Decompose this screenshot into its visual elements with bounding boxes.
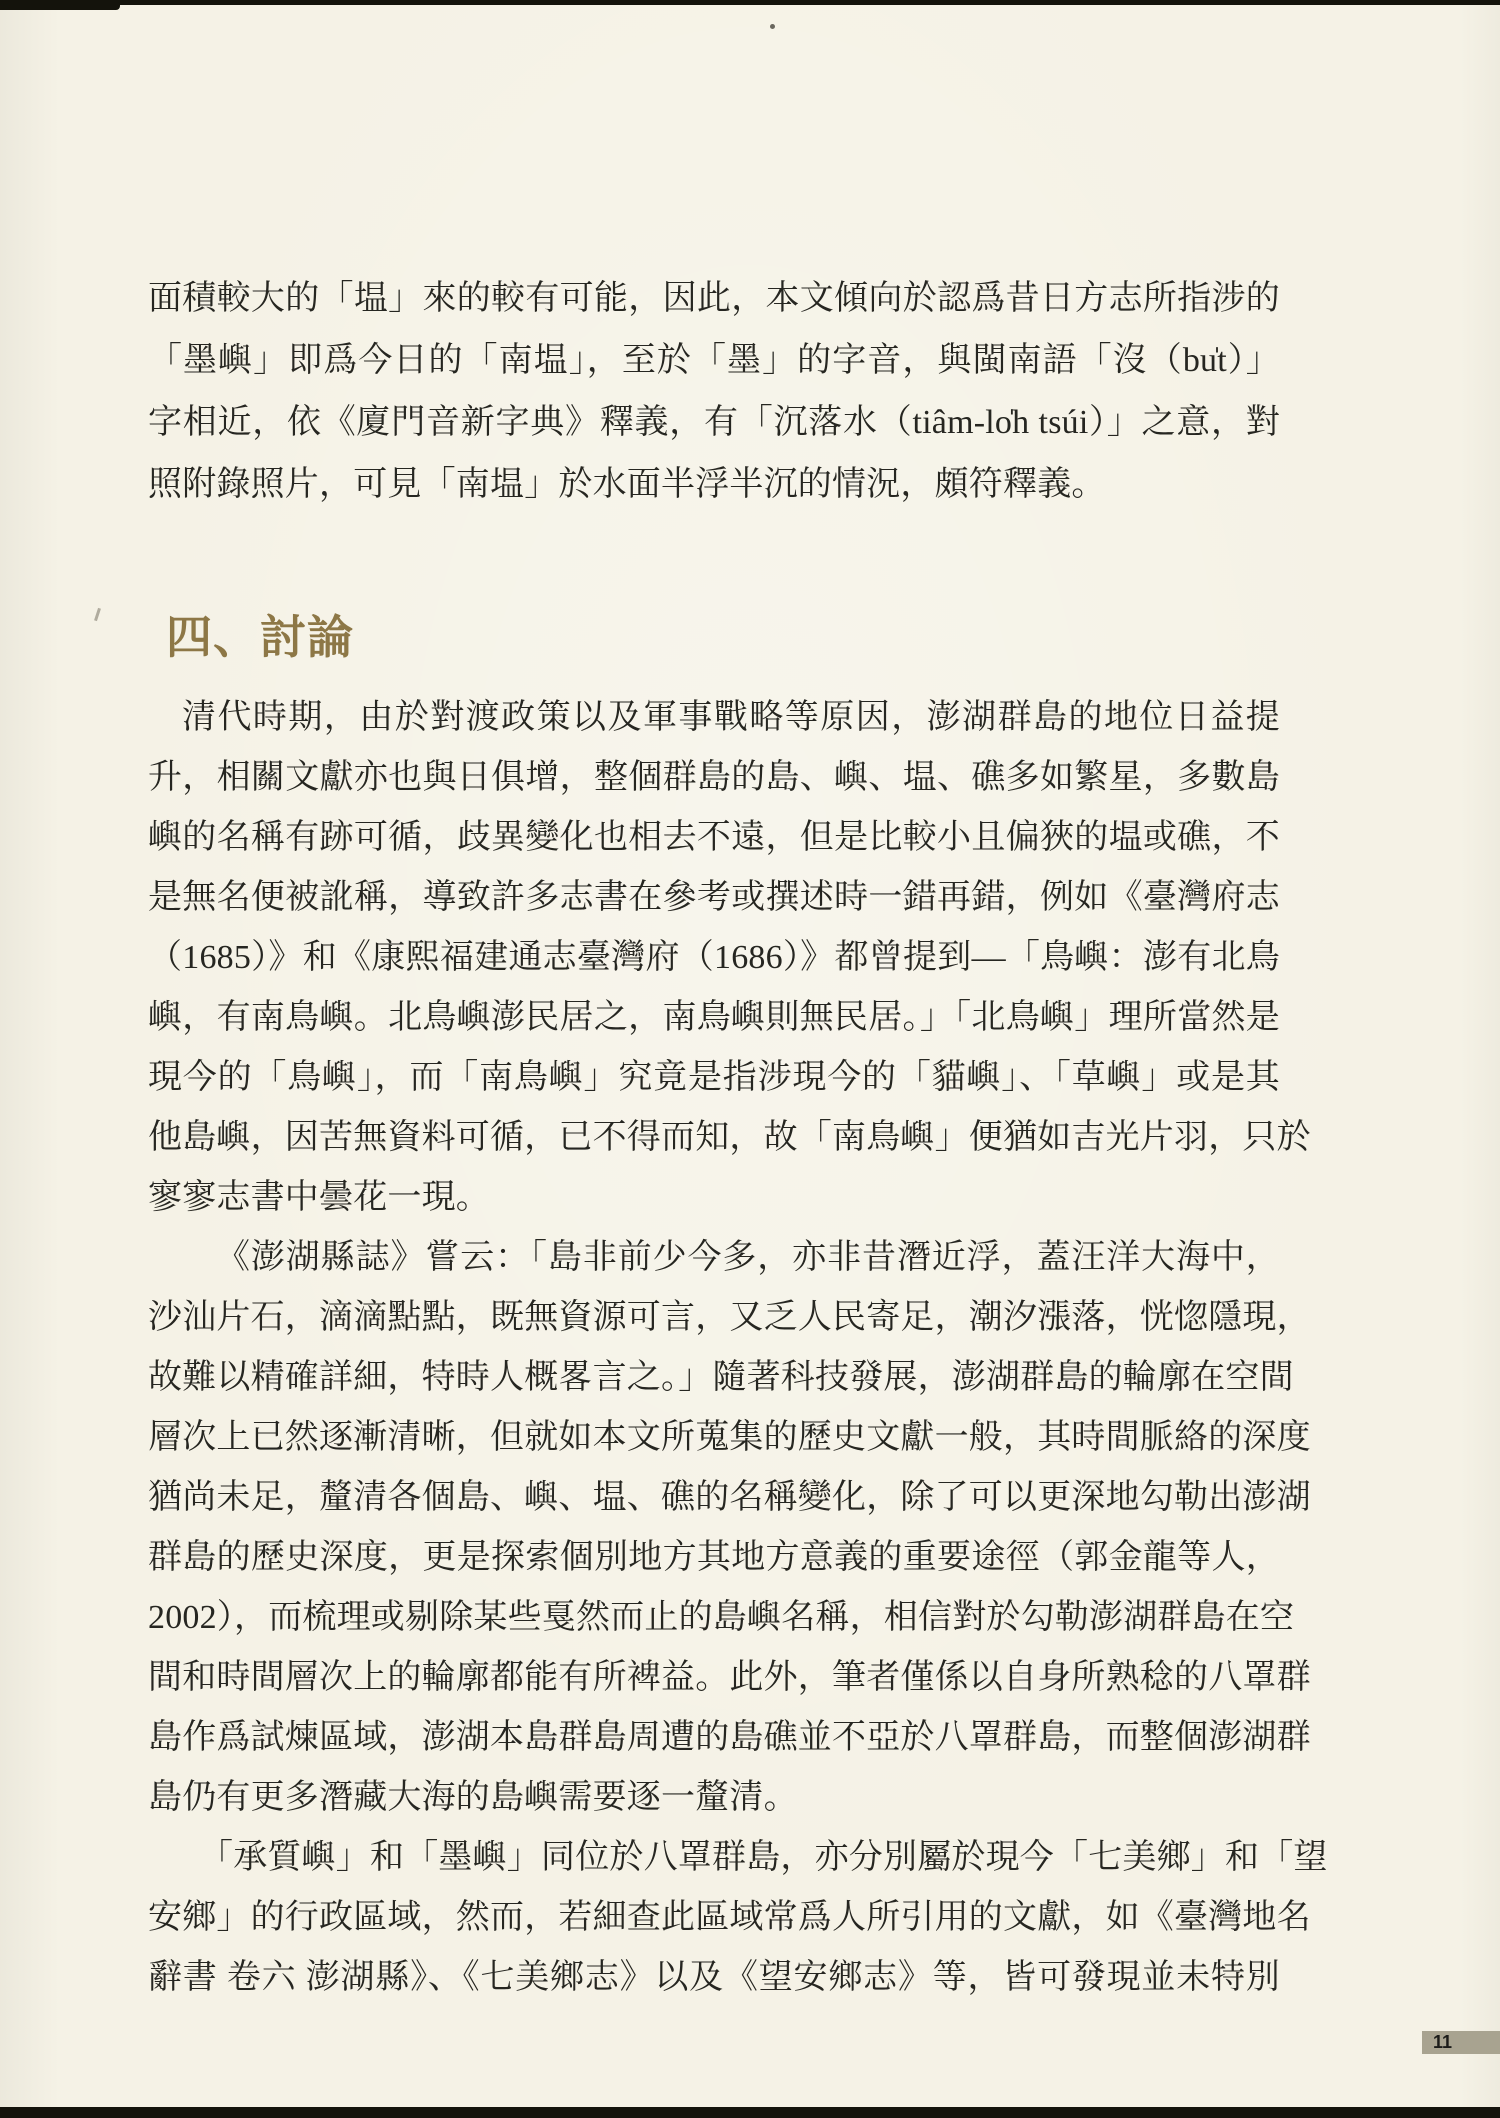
text-line: 升，相關文獻亦也與日俱增，整個群島的島、嶼、塭、礁多如繁星，多數島 (148, 759, 1280, 796)
scan-edge-bottom (0, 2107, 1500, 2118)
text-line: 《澎湖縣誌》嘗云：「島非前少今多，亦非昔潛近浮，蓋汪洋大海中， (216, 1239, 1280, 1276)
text-line: 面積較大的「塭」來的較有可能，因此，本文傾向於認爲昔日方志所指涉的 (148, 280, 1280, 317)
scan-speck (94, 608, 101, 621)
page-number-badge (1422, 2031, 1500, 2054)
scan-edge-top-left (0, 0, 120, 10)
text-line: 他島嶼，因苦無資料可循，已不得而知，故「南鳥嶼」便猶如吉光片羽，只於 (148, 1119, 1311, 1156)
text-line: 島作爲試煉區域，澎湖本島群島周遭的島礁並不亞於八罩群島，而整個澎湖群 (148, 1719, 1311, 1756)
scan-edge-top (0, 0, 1500, 5)
text-line: 照附錄照片，可見「南塭」於水面半浮半沉的情況，頗符釋義。 (148, 466, 1106, 503)
scan-speck (770, 24, 775, 29)
text-line: 嶼，有南鳥嶼。北鳥嶼澎民居之，南鳥嶼則無民居。」「北鳥嶼」理所當然是 (148, 999, 1280, 1036)
text-line: 嶼的名稱有跡可循，歧異變化也相去不遠，但是比較小且偏狹的塭或礁，不 (148, 819, 1280, 856)
text-line: 沙汕片石，滴滴點點，既無資源可言，又乏人民寄足，潮汐漲落，恍惚隱現， (148, 1299, 1311, 1336)
text-line: 清代時期，由於對渡政策以及軍事戰略等原因，澎湖群島的地位日益提 (182, 699, 1280, 736)
text-line: 安鄉」的行政區域，然而，若細查此區域常爲人所引用的文獻，如《臺灣地名 (148, 1899, 1311, 1936)
text-line: 層次上已然逐漸清晰，但就如本文所蒐集的歷史文獻一般，其時間脈絡的深度 (148, 1419, 1311, 1456)
text-line: 辭書 卷六 澎湖縣》、《七美鄉志》以及《望安鄉志》等，皆可發現並未特別 (148, 1959, 1280, 1996)
text-line: 故難以精確詳細，特時人概畧言之。」隨著科技發展，澎湖群島的輪廓在空間 (148, 1359, 1294, 1396)
text-line: 是無名便被訛稱，導致許多志書在參考或撰述時一錯再錯，例如《臺灣府志 (148, 879, 1280, 916)
text-line: 島仍有更多潛藏大海的島嶼需要逐一釐清。 (148, 1779, 798, 1816)
text-line: 「承質嶼」和「墨嶼」同位於八罩群島，亦分別屬於現今「七美鄉」和「望 (199, 1839, 1328, 1876)
page-number: 11 (1433, 2032, 1453, 2052)
intro-paragraph (148, 268, 1280, 516)
text-line: 猶尚未足，釐清各個島、嶼、塭、礁的名稱變化，除了可以更深地勾勒出澎湖 (148, 1479, 1311, 1516)
discussion-section (148, 688, 1328, 2008)
text-line: 現今的「鳥嶼」，而「南鳥嶼」究竟是指涉現今的「貓嶼」、「草嶼」或是其 (148, 1059, 1280, 1096)
text-line: 群島的歷史深度，更是探索個別地方其地方意義的重要途徑（郭金龍等人， (148, 1539, 1280, 1576)
section-heading: 四、討論 (166, 612, 354, 663)
text-line: 「墨嶼」即爲今日的「南塭」，至於「墨」的字音，與閩南語「沒（bu̍t）」 (148, 342, 1280, 379)
text-line: （1685）》和《康熙福建通志臺灣府（1686）》都曾提到—「鳥嶼：澎有北鳥 (148, 939, 1280, 976)
text-line: 字相近，依《廈門音新字典》釋義，有「沉落水（tiâm-lo̍h tsúi）」之意，對 (148, 404, 1280, 441)
text-line: 寥寥志書中曇花一現。 (148, 1179, 490, 1216)
text-line: 間和時間層次上的輪廓都能有所裨益。此外，筆者僅係以自身所熟稔的八罩群 (148, 1659, 1311, 1696)
text-line: 2002），而梳理或剔除某些戛然而止的島嶼名稱，相信對於勾勒澎湖群島在空 (148, 1599, 1295, 1636)
